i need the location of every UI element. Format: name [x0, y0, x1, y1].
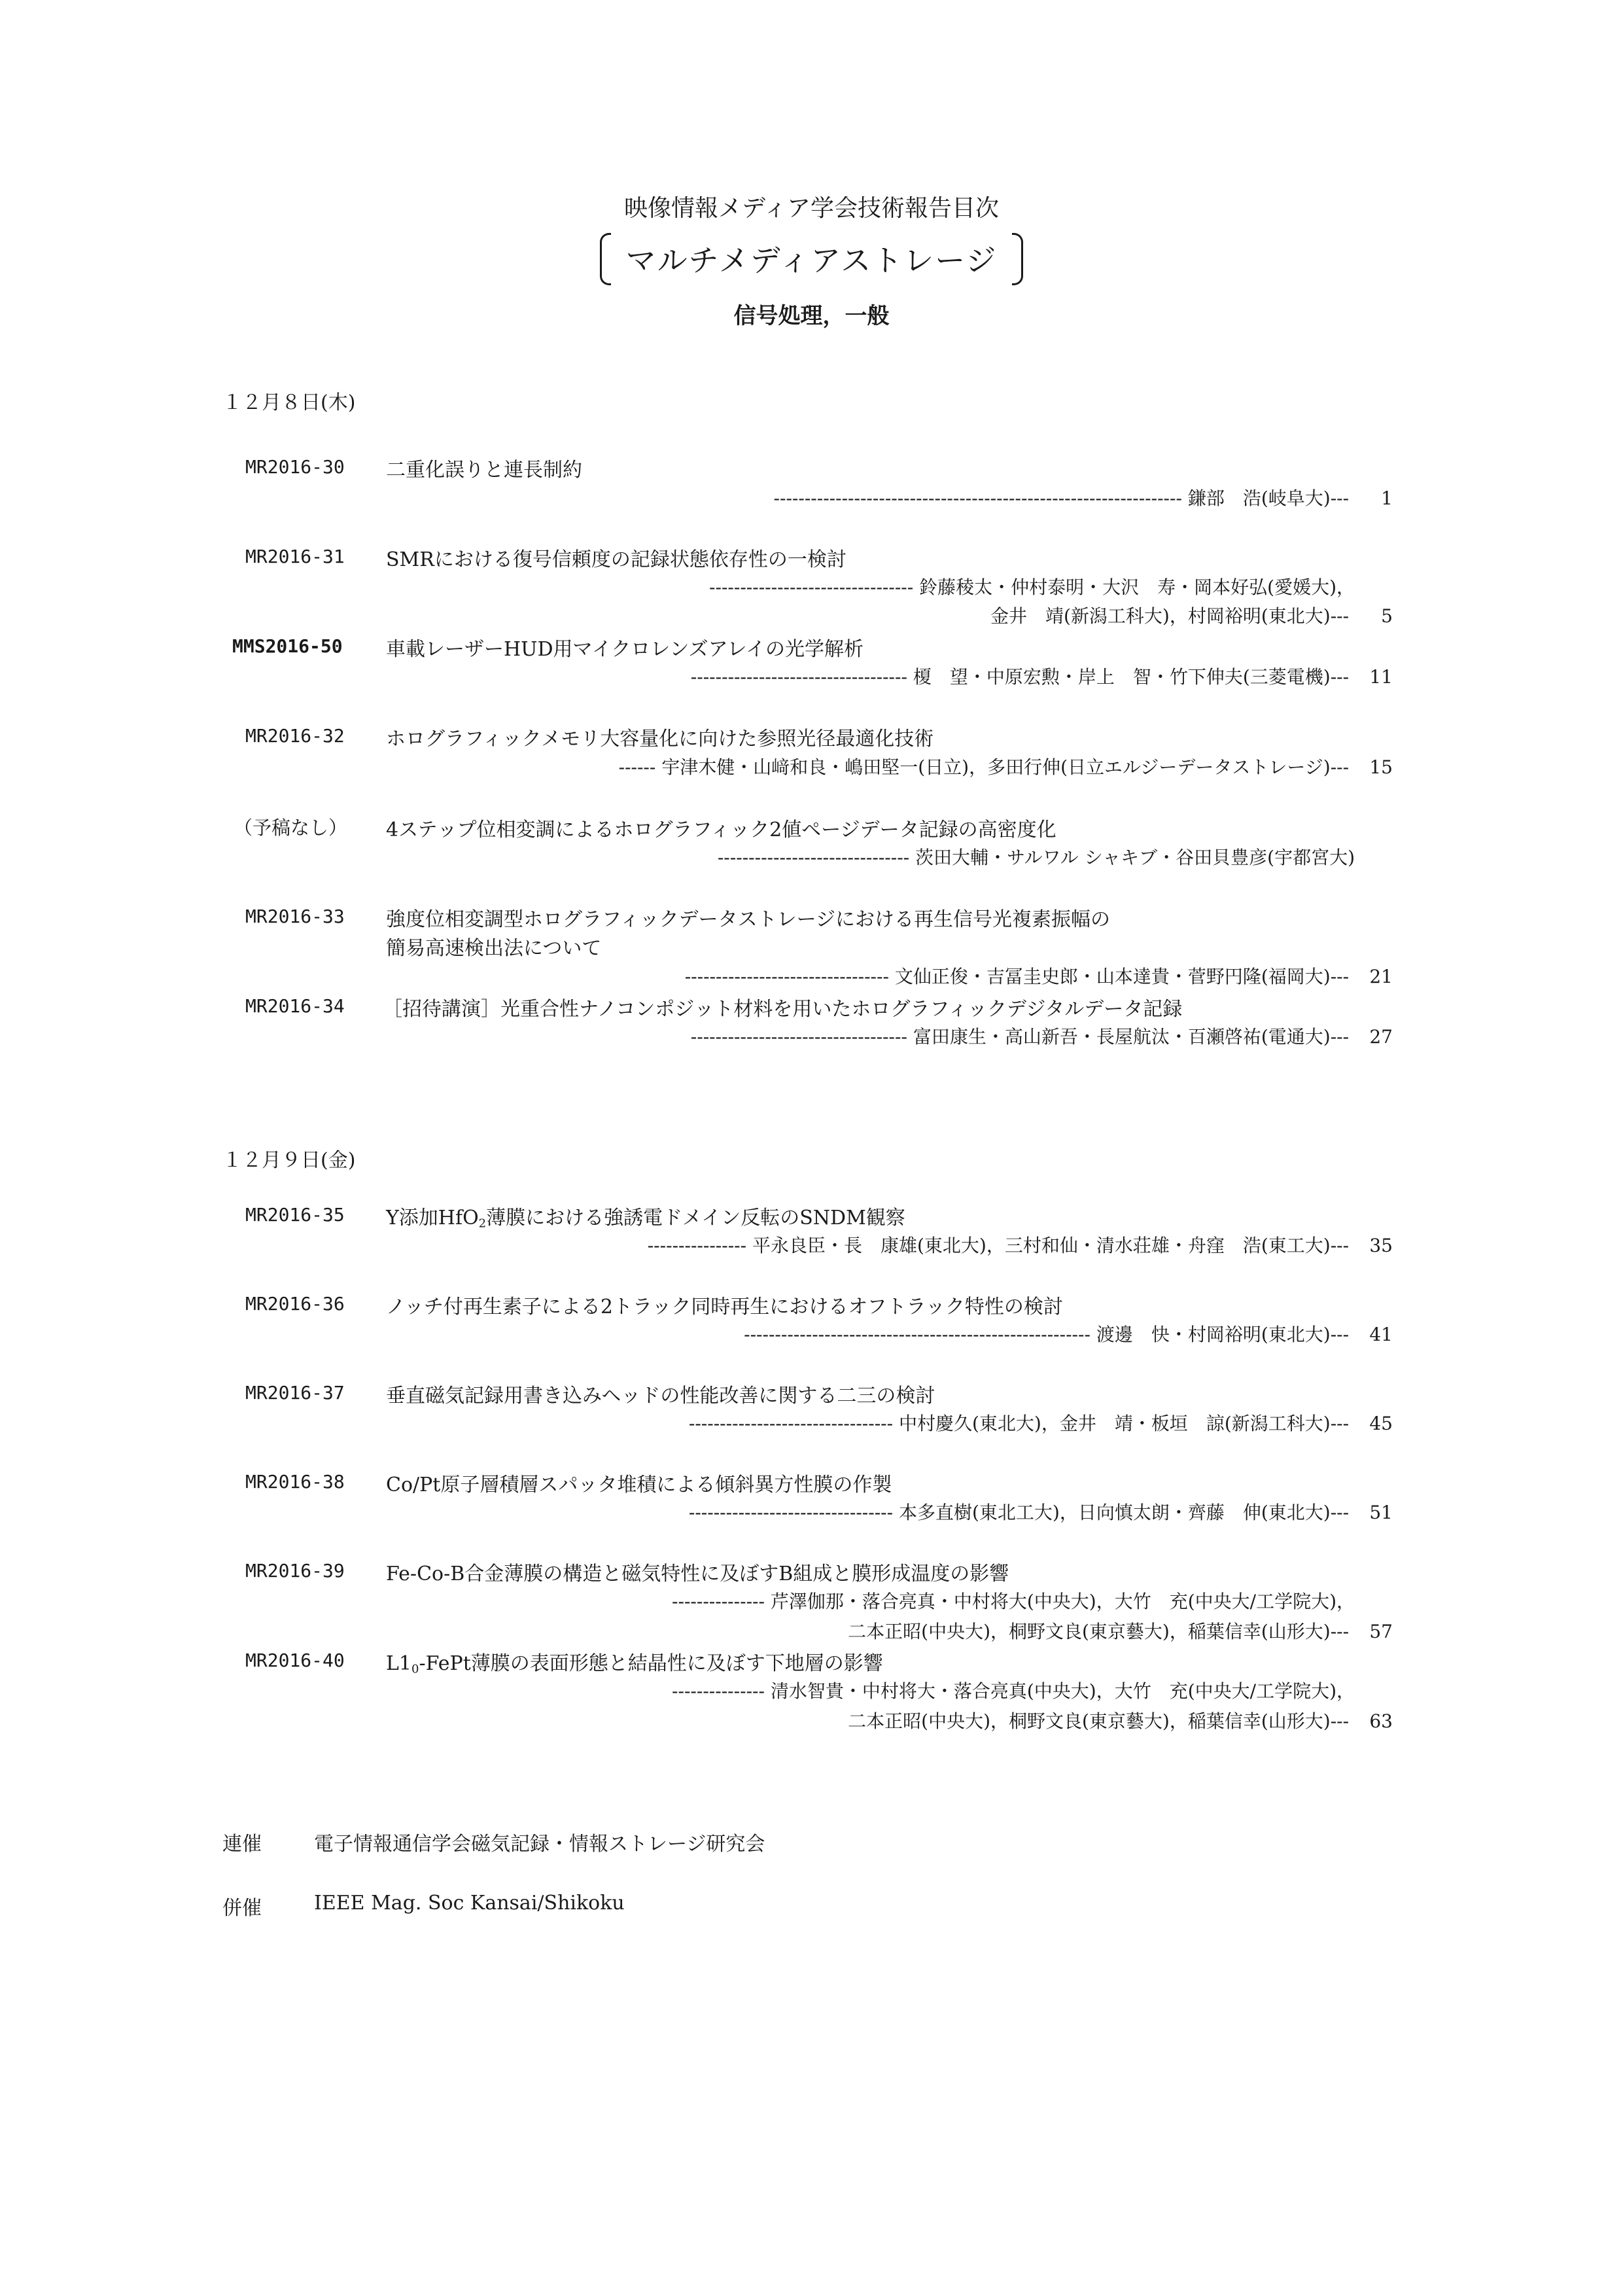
- entry-page: 51: [1369, 1502, 1393, 1523]
- entry-code: （予稿なし）: [234, 817, 348, 839]
- leader-dashes: ---------------: [672, 1680, 765, 1702]
- date-heading-day2: １２月９日(金): [222, 1149, 356, 1172]
- entry-title: 車載レーザーHUD用マイクロレンズアレイの光学解析: [386, 638, 864, 661]
- entry-title-part: L1: [386, 1652, 412, 1675]
- entry-page: 63: [1369, 1710, 1393, 1732]
- leader-dashes: -----------------------------------: [690, 1026, 907, 1048]
- entry-title: SMRにおける復号信頼度の記録状態依存性の一検討: [386, 548, 846, 571]
- entry-code: MR2016-36: [245, 1293, 345, 1315]
- entry-code: MR2016-35: [245, 1204, 345, 1226]
- entry-authors: 鎌部 浩(岐阜大): [1187, 487, 1331, 509]
- entry-authors-line: 二本正昭(中央大)，桐野文良(東京藝大)，稲葉信幸(山形大)--- 63: [848, 1710, 1393, 1732]
- entry-authors: 宇津木健・山﨑和良・嶋田堅一(日立)，多田行伸(日立エルジーデータストレージ): [661, 756, 1331, 778]
- right-bracket: [1012, 233, 1023, 285]
- entry-title: 強度位相変調型ホログラフィックデータストレージにおける再生信号光複素振幅の: [386, 908, 1110, 931]
- entry-authors: 茨田大輔・サルワル シャキブ・谷田貝豊彦(宇都宮大): [915, 847, 1355, 868]
- entry-title-part: Y添加HfO: [386, 1207, 479, 1229]
- entry-code: MR2016-33: [245, 906, 345, 927]
- entry-title: [386, 1647, 883, 1676]
- leader-dashes: ------------------------------------------------------------------: [773, 487, 1182, 509]
- entry-code: MR2016-34: [245, 995, 345, 1017]
- section-title: [600, 233, 1024, 284]
- entry-title: Fe-Co-B合金薄膜の構造と磁気特性に及ぼすB組成と膜形成温度の影響: [386, 1563, 1009, 1585]
- left-bracket: [600, 233, 611, 285]
- date-heading-day1: １２月８日(木): [222, 391, 356, 414]
- entry-authors-line: --------------------------------- 中村慶久(東北大)，金井 靖・板垣 諒(新潟工科大)--- 45: [688, 1413, 1393, 1434]
- entry-authors-line: --------------------------------- 文仙正俊・吉冨圭史郎・山本達貴・菅野円隆(福岡大)--- 21: [684, 966, 1393, 987]
- entry-page: 27: [1369, 1026, 1393, 1048]
- entry-authors-line: ------------------------------------------------------------------ 鎌部 浩(岐阜大)--- 1: [773, 487, 1393, 509]
- entry-code: MR2016-37: [245, 1382, 345, 1404]
- section-title-wrapper: [0, 233, 1623, 284]
- entry-authors: 平永良臣・長 康雄(東北大)，三村和仙・清水荘雄・舟窪 浩(東工大): [752, 1235, 1331, 1256]
- entry-title-continued: 簡易高速検出法について: [386, 937, 602, 960]
- entry-authors-line: [672, 1677, 1355, 1703]
- entry-authors: 清水智貴・中村将大・落合亮真(中央大)，大竹 充(中央大/工学院大)，: [770, 1680, 1355, 1702]
- entry-code: MR2016-31: [245, 546, 345, 567]
- entry-authors: 二本正昭(中央大)，桐野文良(東京藝大)，稲葉信幸(山形大): [848, 1710, 1331, 1732]
- entry-authors: 芹澤伽那・落合亮真・中村将大(中央大)，大竹 充(中央大/工学院大)，: [770, 1591, 1355, 1612]
- entry-page: 11: [1369, 666, 1393, 688]
- entry-code: MR2016-30: [245, 456, 345, 478]
- leader-dashes: ---------------: [672, 1591, 765, 1612]
- entry-authors-line: ------ 宇津木健・山﨑和良・嶋田堅一(日立)，多田行伸(日立エルジーデータストレージ)--- 15: [618, 756, 1393, 778]
- leader-dashes: -------------------------------: [717, 847, 910, 868]
- entry-page: 1: [1381, 487, 1393, 509]
- entry-authors-line: ----------------------------------- 榎 望・中原宏勲・岸上 智・竹下伸夫(三菱電機)--- 11: [690, 666, 1393, 688]
- entry-title: Co/Pt原子層積層スパッタ堆積による傾斜異方性膜の作製: [386, 1474, 892, 1496]
- entry-authors: 榎 望・中原宏勲・岸上 智・竹下伸夫(三菱電機): [913, 666, 1331, 688]
- entry-page: 21: [1369, 966, 1393, 987]
- entry-title: [386, 1201, 905, 1231]
- entry-authors: 二本正昭(中央大)，桐野文良(東京藝大)，稲葉信幸(山形大): [848, 1621, 1331, 1642]
- leader-dashes: -----------------------------------: [690, 666, 907, 688]
- leader-dashes: ---------------------------------: [684, 966, 889, 987]
- entry-title-subscript: 2: [478, 1216, 487, 1231]
- entry-authors-line: 二本正昭(中央大)，桐野文良(東京藝大)，稲葉信幸(山形大)--- 57: [848, 1621, 1393, 1642]
- entry-authors: 鈴藤稜太・仲村泰明・大沢 寿・岡本好弘(愛媛大)，: [919, 576, 1355, 598]
- leader-dashes: ---------------------------------: [709, 576, 914, 598]
- entry-page: 57: [1369, 1621, 1393, 1642]
- joint-label: 併催: [222, 1897, 262, 1920]
- entry-authors: 中村慶久(東北大)，金井 靖・板垣 諒(新潟工科大): [899, 1413, 1331, 1434]
- entry-page: 5: [1381, 605, 1393, 627]
- leader-dashes: ----------------: [647, 1235, 747, 1256]
- leader-dashes: ---------------------------------: [688, 1502, 894, 1523]
- entry-authors-line: [672, 1587, 1355, 1614]
- cosponsor-name: 電子情報通信学会磁気記録・情報ストレージ研究会: [314, 1833, 765, 1856]
- entry-title: ホログラフィックメモリ大容量化に向けた参照光径最適化技術: [386, 728, 934, 751]
- entry-authors-line: -------------------------------------------------------- 渡邊 快・村岡裕明(東北大)--- 41: [744, 1324, 1393, 1345]
- entry-title-part: 薄膜における強誘電ドメイン反転のSNDM観察: [486, 1207, 905, 1229]
- entry-authors-line: ---------------- 平永良臣・長 康雄(東北大)，三村和仙・清水荘雄・舟窪 浩(東工大)--- 35: [647, 1235, 1393, 1256]
- entry-title: 垂直磁気記録用書き込みヘッドの性能改善に関する二三の検討: [386, 1385, 935, 1407]
- report-header-title: 映像情報メディア学会技術報告目次: [623, 195, 1000, 222]
- section-title-text: マルチメディアストレージ: [625, 243, 998, 278]
- joint-name: IEEE Mag. Soc Kansai/Shikoku: [314, 1892, 625, 1915]
- entry-title: 二重化誤りと連長制約: [386, 459, 582, 482]
- entry-authors: 文仙正俊・吉冨圭史郎・山本達貴・菅野円隆(福岡大): [894, 966, 1331, 987]
- entry-authors-line: 金井 靖(新潟工科大)，村岡裕明(東北大)--- 5: [990, 605, 1393, 627]
- entry-authors: 渡邊 快・村岡裕明(東北大): [1096, 1324, 1331, 1345]
- cosponsor-label: 連催: [222, 1833, 262, 1856]
- entry-authors-line: ----------------------------------- 富田康生・高山新吾・長屋航汰・百瀬啓祐(電通大)--- 27: [690, 1026, 1393, 1048]
- entry-authors-line: [709, 573, 1355, 599]
- entry-page: 45: [1369, 1413, 1393, 1434]
- entry-page: 35: [1369, 1235, 1393, 1256]
- entry-code: MMS2016-50: [232, 635, 343, 657]
- entry-title-part: -FePt薄膜の表面形態と結晶性に及ぼす下地層の影響: [419, 1652, 883, 1675]
- entry-title-subscript: 0: [411, 1662, 419, 1676]
- entry-title: ノッチ付再生素子による2トラック同時再生におけるオフトラック特性の検討: [386, 1296, 1063, 1318]
- entry-title: ［招待講演］光重合性ナノコンポジット材料を用いたホログラフィックデジタルデータ記録: [383, 998, 1183, 1021]
- leader-dashes: ---------------------------------: [688, 1413, 894, 1434]
- entry-code: MR2016-32: [245, 725, 345, 747]
- entry-code: MR2016-40: [245, 1650, 345, 1671]
- entry-page: 41: [1369, 1324, 1393, 1345]
- entry-authors-line: --------------------------------- 本多直樹(東北工大)，日向慎太朗・齊藤 伸(東北大)--- 51: [688, 1502, 1393, 1523]
- entry-page: 15: [1369, 756, 1393, 778]
- entry-authors-line: [718, 843, 1355, 870]
- entry-code: MR2016-39: [245, 1560, 345, 1581]
- entry-authors: 金井 靖(新潟工科大)，村岡裕明(東北大): [990, 605, 1331, 627]
- entry-authors: 富田康生・高山新吾・長屋航汰・百瀬啓祐(電通大): [913, 1026, 1331, 1048]
- leader-dashes: --------------------------------------------------------: [744, 1324, 1091, 1345]
- section-subtitle: 信号処理，一般: [733, 303, 890, 329]
- entry-authors: 本多直樹(東北工大)，日向慎太朗・齊藤 伸(東北大): [899, 1502, 1331, 1523]
- entry-title: 4ステップ位相変調によるホログラフィック2値ページデータ記録の高密度化: [386, 819, 1056, 841]
- entry-code: MR2016-38: [245, 1471, 345, 1492]
- leader-dashes: ------: [618, 756, 656, 778]
